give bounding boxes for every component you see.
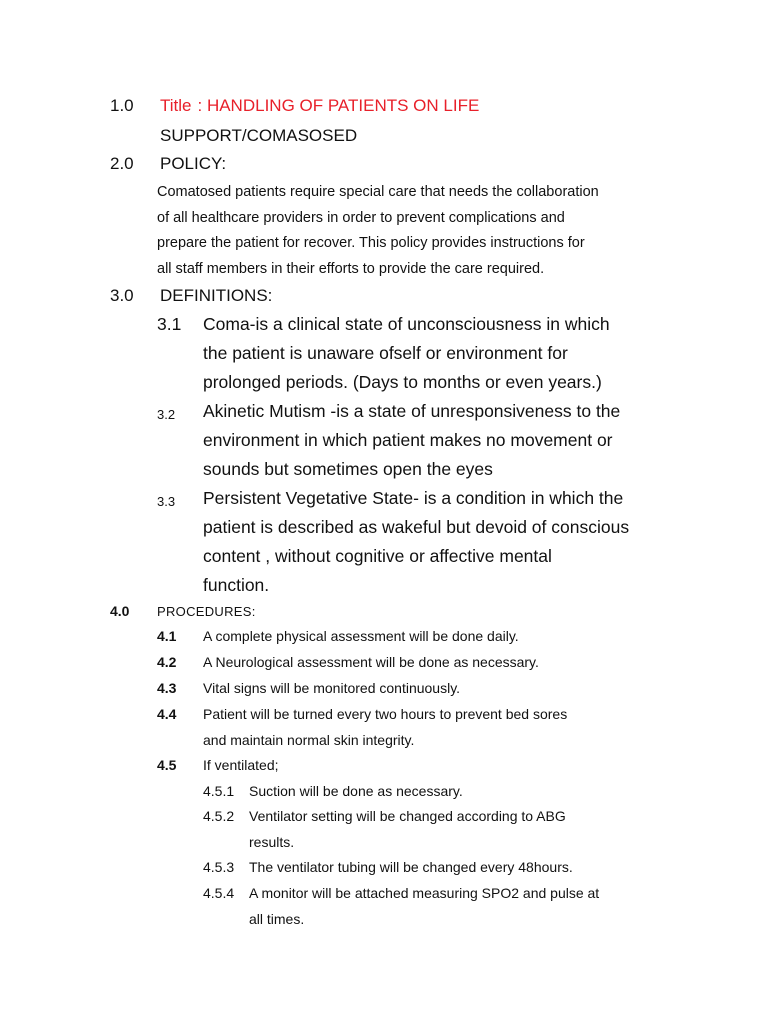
section-4-heading-row bbox=[110, 603, 256, 619]
section-number: 3.0 bbox=[110, 286, 134, 305]
subitem-text: Suction will be done as necessary. bbox=[249, 783, 463, 799]
policy-paragraph bbox=[157, 180, 657, 282]
section-number: 4.0 bbox=[110, 603, 130, 619]
subitem-number: 4.5.4 bbox=[203, 885, 235, 901]
policy-line: prepare the patient for recover. This policy provides instructions for bbox=[157, 235, 585, 251]
document-title-continued-text: SUPPORT/COMASOSED bbox=[160, 126, 358, 145]
definition-line: environment in which patient makes no movement or bbox=[203, 430, 613, 450]
procedure-text: A complete physical assessment will be done daily. bbox=[203, 628, 519, 644]
definition-text bbox=[203, 310, 673, 397]
definition-line: Coma-is a clinical state of unconsciousness in which bbox=[203, 314, 610, 334]
procedure-line: and maintain normal skin integrity. bbox=[203, 731, 415, 748]
subitem-number: 4.5.1 bbox=[203, 783, 235, 799]
procedure-number: 4.1 bbox=[157, 628, 177, 644]
section-2-heading-row bbox=[110, 154, 226, 174]
definition-line: the patient is unaware ofself or environment for bbox=[203, 343, 568, 363]
procedure-text: Vital signs will be monitored continuously. bbox=[203, 680, 461, 696]
policy-line: Comatosed patients require special care that needs the collaboration bbox=[157, 184, 599, 200]
definition-line: Persistent Vegetative State- is a condition in which the bbox=[203, 488, 624, 508]
section-number: 1.0 bbox=[110, 96, 134, 115]
procedure-number: 4.5 bbox=[157, 757, 177, 773]
title-label: Title bbox=[160, 96, 192, 115]
definition-number: 3.3 bbox=[157, 494, 176, 509]
definition-line: Akinetic Mutism -is a state of unresponsiveness to the bbox=[203, 401, 621, 421]
section-heading: POLICY: bbox=[160, 154, 227, 173]
policy-line: all staff members in their efforts to provide the care required. bbox=[157, 260, 545, 277]
subitem-line: A monitor will be attached measuring SPO2 and pulse at bbox=[249, 885, 600, 901]
definition-line: content , without cognitive or affective mental bbox=[203, 546, 552, 566]
definition-line: function. bbox=[203, 575, 270, 595]
subitem-text bbox=[249, 881, 599, 932]
subitem-line: all times. bbox=[249, 910, 305, 927]
section-number: 2.0 bbox=[110, 154, 134, 173]
policy-line: of all healthcare providers in order to prevent complications and bbox=[157, 209, 565, 226]
document-title-continued bbox=[160, 126, 357, 146]
section-heading: DEFINITIONS: bbox=[160, 286, 273, 305]
procedure-line: Patient will be turned every two hours to prevent bed sores bbox=[203, 706, 568, 722]
subitem-text: The ventilator tubing will be changed every 48hours. bbox=[249, 859, 573, 875]
definition-text bbox=[203, 484, 673, 600]
subitem-text bbox=[249, 804, 566, 855]
definition-line: patient is described as wakeful but devoid of conscious bbox=[203, 517, 630, 537]
section-heading: PROCEDURES: bbox=[157, 604, 256, 619]
definition-line: prolonged periods. (Days to months or even years.) bbox=[203, 372, 602, 392]
procedure-text bbox=[203, 702, 567, 753]
procedure-number: 4.3 bbox=[157, 680, 177, 696]
definition-text bbox=[203, 397, 673, 484]
procedure-text: If ventilated; bbox=[203, 757, 279, 773]
procedure-text: A Neurological assessment will be done as necessary. bbox=[203, 654, 539, 670]
definition-number: 3.2 bbox=[157, 407, 176, 422]
definition-line: sounds but sometimes open the eyes bbox=[203, 459, 493, 479]
definition-number: 3.1 bbox=[157, 314, 182, 334]
subitem-line: Ventilator setting will be changed according to ABG bbox=[249, 808, 566, 824]
procedure-number: 4.4 bbox=[157, 706, 177, 722]
subitem-number: 4.5.3 bbox=[203, 859, 235, 875]
subitem-number: 4.5.2 bbox=[203, 808, 235, 824]
document-title: : HANDLING OF PATIENTS ON LIFE bbox=[197, 96, 480, 115]
subitem-line: results. bbox=[249, 833, 295, 850]
section-3-heading-row bbox=[110, 286, 272, 306]
section-1-title-row bbox=[110, 96, 479, 116]
procedure-number: 4.2 bbox=[157, 654, 177, 670]
